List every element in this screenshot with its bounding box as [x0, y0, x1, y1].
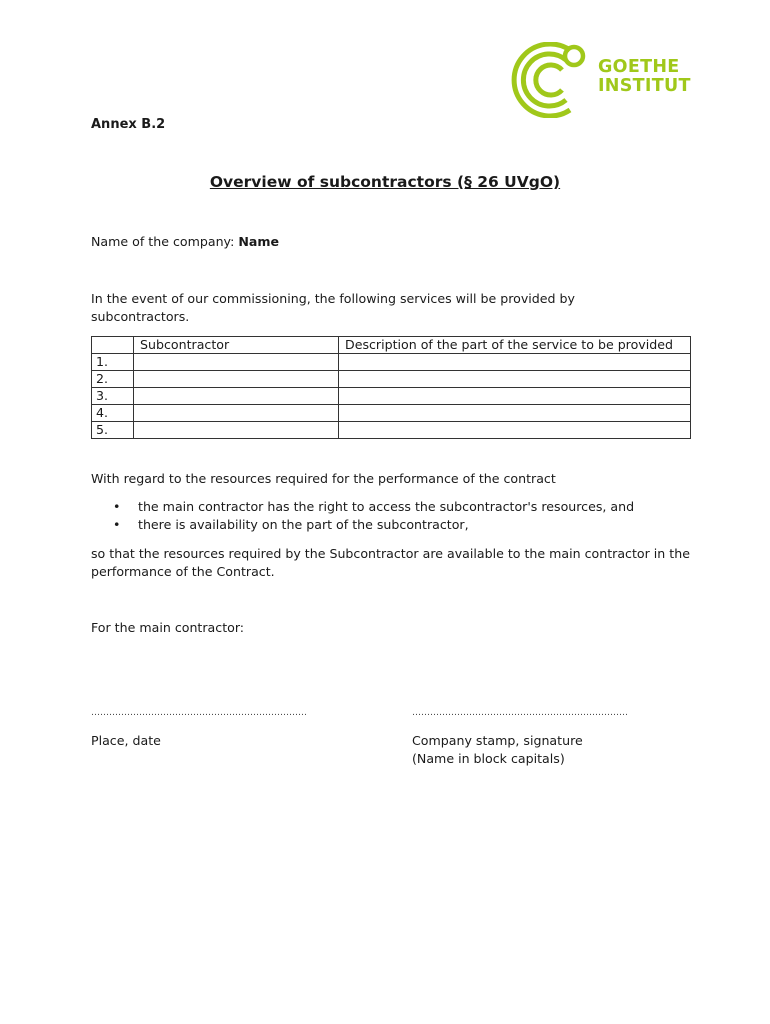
document-title: Overview of subcontractors (§ 26 UVgO) — [209, 173, 561, 191]
row-number: 4. — [92, 405, 134, 422]
intro-paragraph: In the event of our commissioning, the following services will be provided by subcontractors. — [91, 291, 575, 324]
subcontractor-cell[interactable] — [134, 405, 339, 422]
table-row — [92, 405, 691, 422]
table-row — [92, 371, 691, 388]
description-cell[interactable] — [339, 354, 691, 371]
logo-wordmark — [598, 58, 691, 96]
company-line — [91, 233, 279, 251]
row-number: 5. — [92, 422, 134, 439]
goethe-institut-logo — [510, 42, 691, 118]
list-item: • the main contractor has the right to access the subcontractor's resources, and — [91, 498, 634, 516]
logo-line-1: GOETHE — [598, 57, 680, 77]
stamp-label-line-1: Company stamp, signature — [412, 733, 583, 748]
subcontractor-cell[interactable] — [134, 354, 339, 371]
stamp-signature-label — [412, 732, 583, 768]
subcontractor-cell[interactable] — [134, 371, 339, 388]
so-that-paragraph: so that the resources required by the Subcontractor are available to the main contractor in the performance of the Contract. — [91, 546, 690, 579]
company-name-value: Name — [238, 234, 280, 249]
header-description: Description of the part of the service to be provided — [339, 337, 691, 354]
table-row — [92, 422, 691, 439]
header-subcontractor: Subcontractor — [134, 337, 339, 354]
description-cell[interactable] — [339, 371, 691, 388]
signature-line[interactable]: ……………………………………………………………… — [412, 708, 628, 718]
for-main-contractor-label: For the main contractor: — [91, 620, 245, 635]
place-date-label: Place, date — [91, 733, 161, 748]
table-header-row — [92, 337, 691, 354]
conditions-list — [91, 498, 634, 534]
list-item: • there is availability on the part of the subcontractor, — [91, 516, 634, 534]
stamp-label-line-2: (Name in block capitals) — [412, 751, 565, 766]
company-label: Name of the company: — [91, 234, 239, 249]
table-row — [92, 354, 691, 371]
description-cell[interactable] — [339, 422, 691, 439]
subcontractor-cell[interactable] — [134, 388, 339, 405]
description-cell[interactable] — [339, 405, 691, 422]
description-cell[interactable] — [339, 388, 691, 405]
table-row — [92, 388, 691, 405]
subcontractor-cell[interactable] — [134, 422, 339, 439]
subcontractor-table — [91, 336, 691, 439]
place-date-line[interactable]: ……………………………………………………………… — [91, 708, 307, 718]
logo-line-2: INSTITUT — [598, 76, 691, 96]
goethe-logo-mark-icon — [510, 42, 590, 118]
row-number: 3. — [92, 388, 134, 405]
resources-paragraph: With regard to the resources required for the performance of the contract — [91, 471, 556, 486]
header-number — [92, 337, 134, 354]
row-number: 1. — [92, 354, 134, 371]
annex-label: Annex B.2 — [91, 117, 166, 132]
row-number: 2. — [92, 371, 134, 388]
